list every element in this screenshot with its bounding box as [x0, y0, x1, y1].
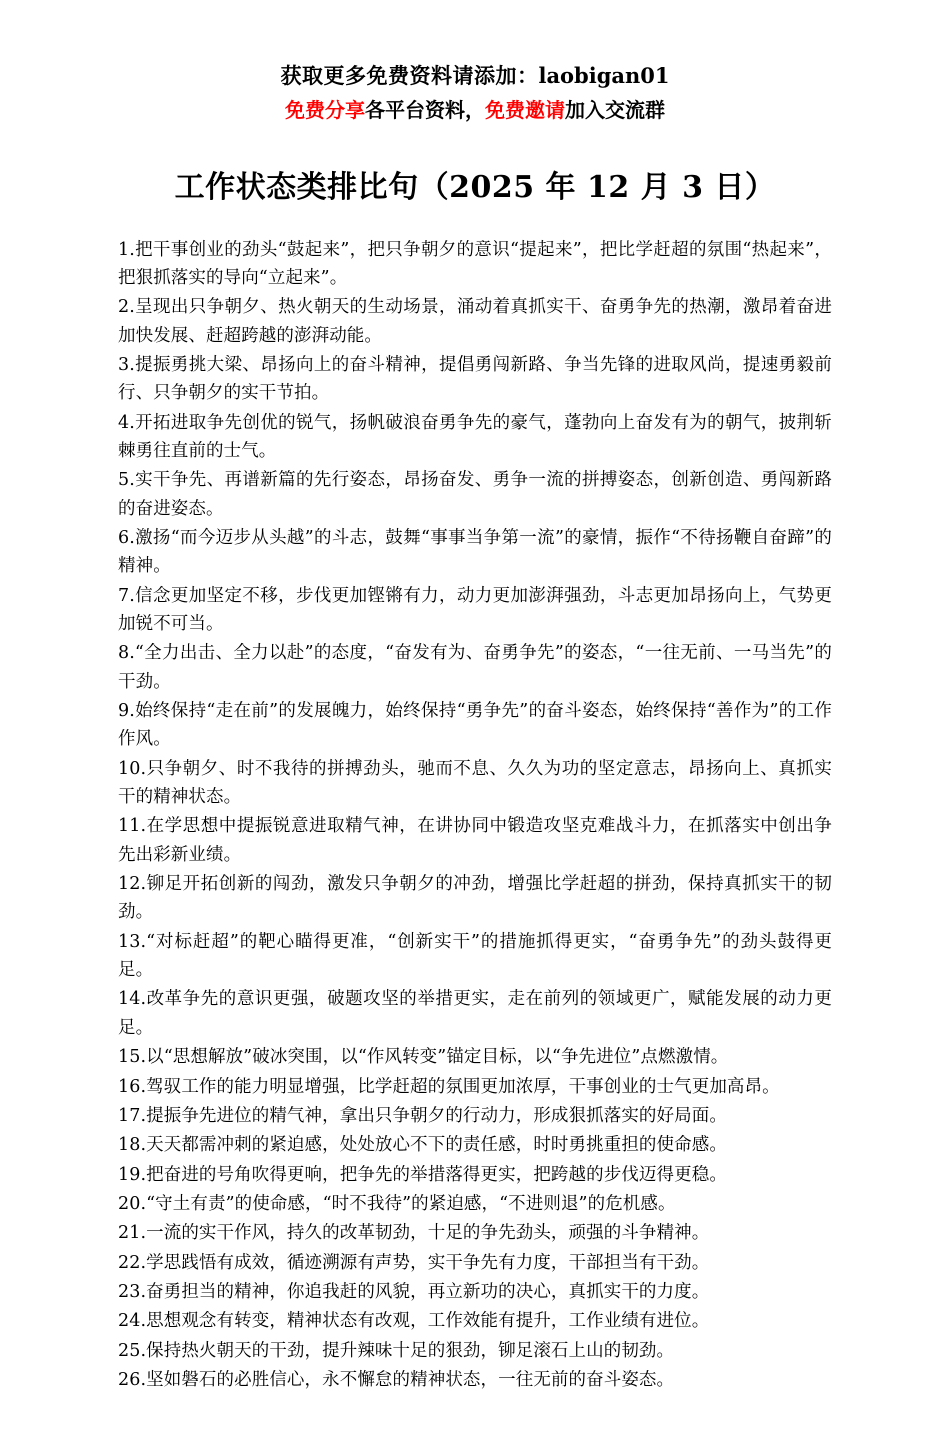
list-item: 16.驾驭工作的能力明显增强，比学赶超的氛围更加浓厚，干事创业的士气更加高昂。 — [118, 1076, 780, 1097]
promo-contact-line — [118, 60, 832, 93]
list-item: 13.“对标赶超”的靶心瞄得更准，“创新实干”的措施抓得更实，“奋勇争先”的劲头鼓得更足。 — [118, 931, 832, 981]
list-item: 7.信念更加坚定不移，步伐更加铿锵有力，动力更加澎湃强劲，斗志更加昂扬向上，气势更加锐不可当。 — [118, 585, 832, 635]
list-item: 20.“守土有责”的使命感，“时不我待”的紧迫感，“不进则退”的危机感。 — [118, 1193, 676, 1214]
list-item: 8.“全力出击、全力以赴”的态度，“奋发有为、奋勇争先”的姿态，“一往无前、一马当先”的干劲。 — [118, 643, 832, 692]
list-item: 11.在学思想中提振锐意进取精气神，在讲协同中锻造攻坚克难战斗力，在抓落实中创出争先出彩新业绩。 — [118, 816, 832, 865]
promo-group-text: 加入交流群 — [565, 97, 665, 122]
list-item: 21.一流的实干作风，持久的改革韧劲，十足的争先劲头，顽强的斗争精神。 — [118, 1223, 710, 1244]
list-item: 17.提振争先进位的精气神，拿出只争朝夕的行动力，形成狠抓落实的好局面。 — [118, 1105, 727, 1126]
list-item: 9.始终保持“走在前”的发展魄力，始终保持“勇争先”的奋斗姿态，始终保持“善作为”的工作作风。 — [118, 701, 832, 750]
promo-free-share: 免费分享 — [285, 97, 365, 122]
list-item: 18.天天都需冲刺的紧迫感，处处放心不下的责任感，时时勇挑重担的使命感。 — [118, 1135, 727, 1156]
list-item: 25.保持热火朝天的干劲，提升辣味十足的狠劲，铆足滚石上山的韧劲。 — [118, 1340, 675, 1361]
promo-share-line — [118, 95, 832, 126]
list-item: 3.提振勇挑大梁、昂扬向上的奋斗精神，提倡勇闯新路、争当先锋的进取风尚，提速勇毅前行、只争朝夕的实干节拍。 — [118, 354, 832, 404]
promo-contact-text: 获取更多免费资料请添加： — [280, 63, 539, 88]
list-item: 12.铆足开拓创新的闯劲，激发只争朝夕的冲劲，增强比学赶超的拼劲，保持真抓实干的韧劲。 — [118, 874, 832, 923]
list-item: 22.学思践悟有成效，循迹溯源有声势，实干争先有力度，干部担当有干劲。 — [118, 1252, 710, 1273]
list-item: 1.把干事创业的劲头“鼓起来”，把只争朝夕的意识“提起来”，把比学赶超的氛围“热起来”，把狠抓落实的导向“立起来”。 — [118, 239, 832, 288]
list-item: 6.激扬“而今迈步从头越”的斗志，鼓舞“事事当争第一流”的豪情，振作“不待扬鞭自奋蹄”的精神。 — [118, 527, 832, 577]
list-item: 5.实干争先、再谱新篇的先行姿态，昂扬奋发、勇争一流的拼搏姿态，创新创造、勇闯新路的奋进姿态。 — [118, 470, 832, 519]
list-item: 24.思想观念有转变，精神状态有改观，工作效能有提升，工作业绩有进位。 — [118, 1311, 710, 1332]
page-title: 工作状态类排比句（2025 年 12 月 3 日） — [174, 169, 776, 205]
promo-header — [118, 60, 832, 126]
list-item: 23.奋勇担当的精神，你追我赶的风貌，再立新功的决心，真抓实干的力度。 — [118, 1281, 710, 1302]
list-item: 4.开拓进取争先创优的锐气，扬帆破浪奋勇争先的豪气，蓬勃向上奋发有为的朝气，披荆斩棘勇往直前的士气。 — [118, 412, 832, 461]
promo-free-invite: 免费邀请 — [485, 97, 565, 122]
paragraph-list — [118, 236, 832, 1395]
list-item: 14.改革争先的意识更强，破题攻坚的举措更实，走在前列的领域更广，赋能发展的动力更足。 — [118, 989, 832, 1038]
list-item: 26.坚如磐石的必胜信心，永不懈怠的精神状态，一往无前的奋斗姿态。 — [118, 1369, 675, 1390]
list-item: 10.只争朝夕、时不我待的拼搏劲头，驰而不息、久久为功的坚定意志，昂扬向上、真抓实干的精神状态。 — [118, 758, 832, 808]
promo-platform-text: 各平台资料， — [365, 97, 485, 122]
list-item: 19.把奋进的号角吹得更响，把争先的举措落得更实，把跨越的步伐迈得更稳。 — [118, 1164, 727, 1185]
promo-contact-handle: laobigan01 — [538, 63, 670, 88]
list-item: 15.以“思想解放”破冰突围，以“作风转变”锚定目标，以“争先进位”点燃激情。 — [118, 1047, 729, 1068]
list-item: 2.呈现出只争朝夕、热火朝天的生动场景，涌动着真抓实干、奋勇争先的热潮，激昂着奋进加快发展、赶超跨越的澎湃动能。 — [118, 297, 832, 346]
